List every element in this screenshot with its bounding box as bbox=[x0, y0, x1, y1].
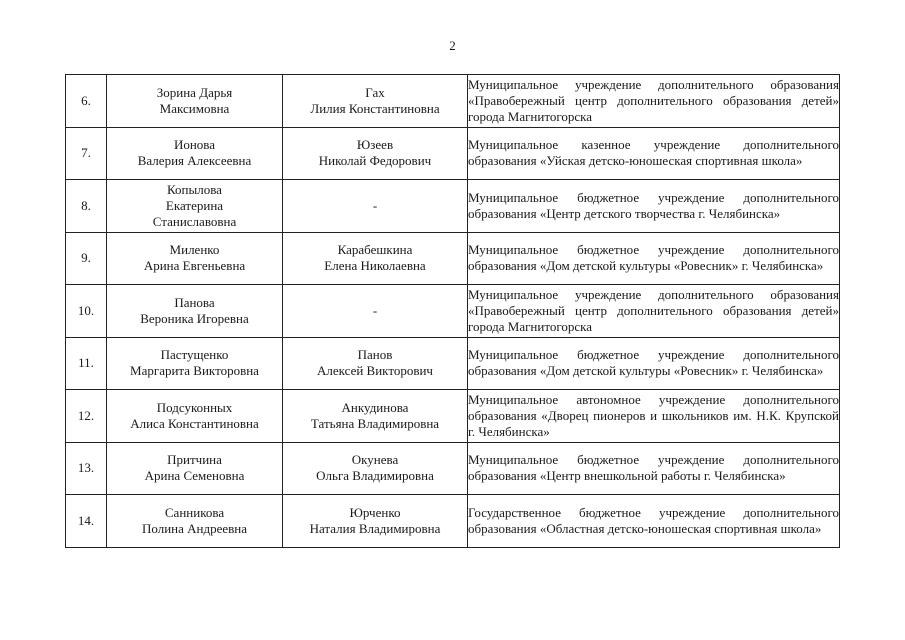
student-name-cell bbox=[107, 75, 283, 128]
student-name-line: Подсуконных bbox=[156, 399, 233, 415]
teacher-name-line: Анкудинова bbox=[341, 399, 409, 415]
student-name-cell bbox=[107, 495, 283, 548]
row-number: 14. bbox=[66, 495, 107, 548]
organization-cell: Муниципальное бюджетное учреждение дополнительного образования «Дом детской культуры «Ровесник» г. Челябинска» bbox=[468, 337, 840, 390]
teacher-name-line: Татьяна Владимировна bbox=[310, 415, 440, 431]
participants-table-body bbox=[66, 75, 840, 548]
table-row bbox=[66, 232, 840, 285]
student-name-line: Арина Семеновна bbox=[144, 468, 245, 484]
student-name-line: Станиславовна bbox=[152, 213, 237, 229]
teacher-name-line: Елена Николаевна bbox=[324, 258, 426, 274]
student-name-line: Вероника Игоревна bbox=[140, 310, 249, 326]
student-name-line: Валерия Алексеевна bbox=[137, 153, 252, 169]
participants-table bbox=[65, 74, 840, 548]
student-name-line: Санникова bbox=[164, 504, 225, 520]
teacher-name-cell bbox=[283, 75, 468, 128]
teacher-name-cell bbox=[283, 127, 468, 180]
student-name-cell bbox=[107, 337, 283, 390]
student-name-line: Максимовна bbox=[159, 100, 230, 116]
organization-cell: Государственное бюджетное учреждение дополнительного образования «Областная детско-юношеская спортивная школа» bbox=[468, 495, 840, 548]
teacher-name-line: - bbox=[372, 197, 378, 213]
table-row bbox=[66, 337, 840, 390]
row-number: 8. bbox=[66, 180, 107, 233]
table-row bbox=[66, 390, 840, 443]
table-row bbox=[66, 495, 840, 548]
student-name-line: Притчина bbox=[167, 452, 222, 468]
table-row bbox=[66, 180, 840, 233]
student-name-cell bbox=[107, 232, 283, 285]
student-name-line: Алиса Константиновна bbox=[130, 415, 259, 431]
teacher-name-line: Карабешкина bbox=[337, 242, 413, 258]
row-number: 9. bbox=[66, 232, 107, 285]
organization-cell: Муниципальное бюджетное учреждение дополнительного образования «Дом детской культуры «Ровесник» г. Челябинска» bbox=[468, 232, 840, 285]
teacher-name-cell bbox=[283, 285, 468, 338]
organization-cell: Муниципальное учреждение дополнительного образования «Правобережный центр дополнительного образования детей» города Магнитогорска bbox=[468, 75, 840, 128]
teacher-name-line: Окунева bbox=[351, 452, 399, 468]
student-name-line: Екатерина bbox=[165, 197, 224, 213]
page-number: 2 bbox=[449, 38, 456, 53]
organization-cell: Муниципальное казенное учреждение дополнительного образования «Уйская детско-юношеская спортивная школа» bbox=[468, 127, 840, 180]
teacher-name-line: Лилия Константиновна bbox=[310, 100, 440, 116]
row-number: 13. bbox=[66, 442, 107, 495]
teacher-name-line: Ольга Владимировна bbox=[316, 468, 434, 484]
row-number: 7. bbox=[66, 127, 107, 180]
teacher-name-line: Алексей Викторович bbox=[317, 363, 433, 379]
table-row bbox=[66, 75, 840, 128]
table-row bbox=[66, 442, 840, 495]
teacher-name-cell bbox=[283, 180, 468, 233]
student-name-cell bbox=[107, 390, 283, 443]
teacher-name-line: Юзеев bbox=[356, 137, 394, 153]
teacher-name-line: - bbox=[372, 302, 378, 318]
student-name-line: Копылова bbox=[167, 181, 222, 197]
organization-cell: Муниципальное бюджетное учреждение дополнительного образования «Центр внешкольной работы г. Челябинска» bbox=[468, 442, 840, 495]
student-name-cell bbox=[107, 442, 283, 495]
student-name-line: Зорина Дарья bbox=[156, 84, 233, 100]
row-number: 11. bbox=[66, 337, 107, 390]
teacher-name-line: Наталия Владимировна bbox=[309, 520, 441, 536]
teacher-name-line: Юрченко bbox=[349, 504, 401, 520]
teacher-name-cell bbox=[283, 390, 468, 443]
student-name-line: Миленко bbox=[169, 242, 220, 258]
teacher-name-line: Николай Федорович bbox=[318, 153, 432, 169]
teacher-name-cell bbox=[283, 442, 468, 495]
student-name-line: Пастущенко bbox=[160, 347, 229, 363]
teacher-name-cell bbox=[283, 337, 468, 390]
row-number: 12. bbox=[66, 390, 107, 443]
student-name-cell bbox=[107, 285, 283, 338]
organization-cell: Муниципальное бюджетное учреждение дополнительного образования «Центр детского творчества г. Челябинска» bbox=[468, 180, 840, 233]
table-row bbox=[66, 285, 840, 338]
student-name-line: Арина Евгеньевна bbox=[143, 258, 246, 274]
organization-cell: Муниципальное учреждение дополнительного образования «Правобережный центр дополнительного образования детей» города Магнитогорска bbox=[468, 285, 840, 338]
row-number: 10. bbox=[66, 285, 107, 338]
student-name-line: Маргарита Викторовна bbox=[130, 363, 259, 379]
teacher-name-line: Гах bbox=[365, 84, 385, 100]
student-name-cell bbox=[107, 127, 283, 180]
teacher-name-cell bbox=[283, 232, 468, 285]
teacher-name-cell bbox=[283, 495, 468, 548]
student-name-cell bbox=[107, 180, 283, 233]
teacher-name-line: Панов bbox=[357, 347, 393, 363]
student-name-line: Полина Андреевна bbox=[141, 520, 247, 536]
student-name-line: Панова bbox=[174, 294, 215, 310]
student-name-line: Ионова bbox=[173, 137, 216, 153]
table-row bbox=[66, 127, 840, 180]
row-number: 6. bbox=[66, 75, 107, 128]
organization-cell: Муниципальное автономное учреждение дополнительного образования «Дворец пионеров и школьников им. Н.К. Крупской г. Челябинска» bbox=[468, 390, 840, 443]
